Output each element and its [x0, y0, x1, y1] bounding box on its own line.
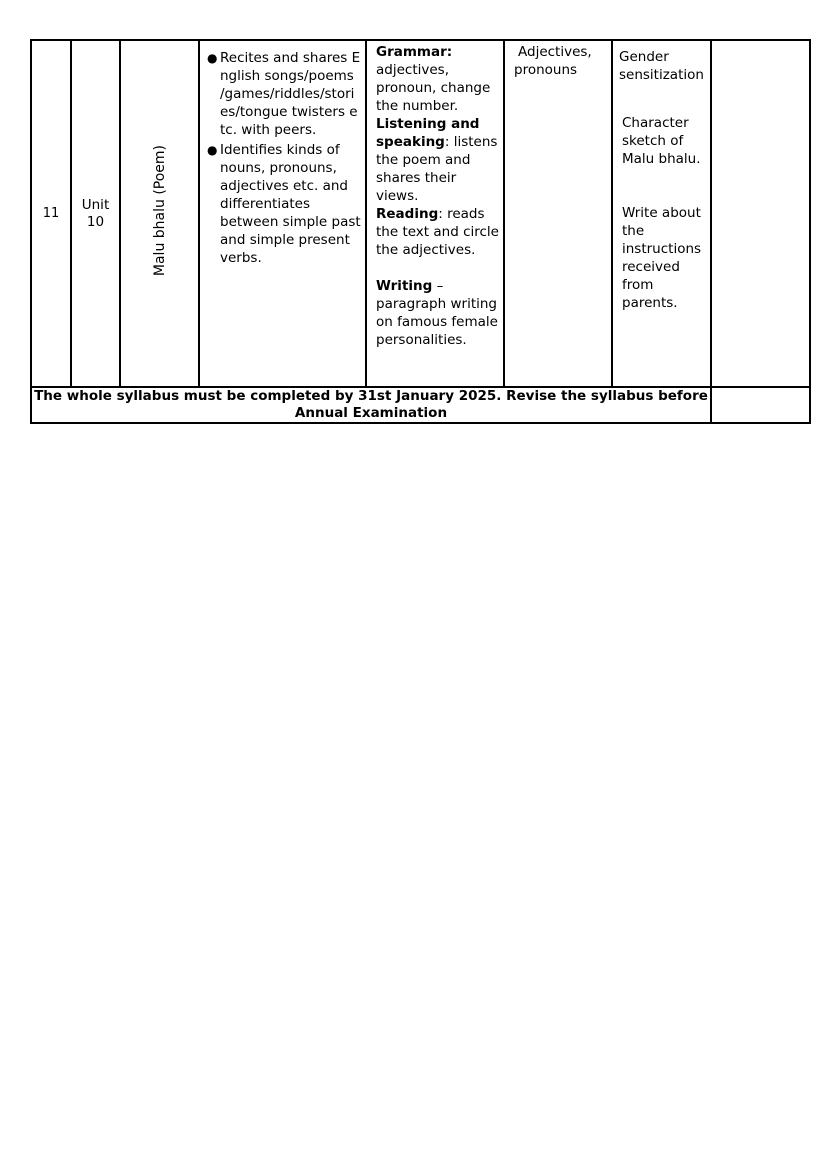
list-item: [207, 141, 361, 267]
listening-text: : listens the poem and shares their views.: [376, 134, 498, 204]
serial-number: 11: [42, 206, 60, 221]
list-item: [207, 49, 361, 139]
reading-label: Reading: [376, 206, 439, 222]
syllabus-table: [30, 39, 811, 424]
listening-label: Listening and speaking: [376, 116, 480, 150]
outcome-text: Recites and shares English songs/poems /games/riddles/stori es/tongue twisters etc. with peers.: [220, 50, 361, 138]
grammar-activity: [376, 43, 499, 115]
reading-activity: [376, 205, 499, 259]
lesson-title-cell: [120, 40, 199, 387]
remarks-cell: [711, 40, 810, 387]
unit-number: 10: [86, 213, 105, 230]
values-task-2: Write about the instructions received from parents.: [622, 205, 702, 311]
concepts-text: Adjectives, pronouns: [514, 44, 592, 78]
grammar-text: adjectives, pronoun, change the number.: [376, 62, 491, 114]
writing-text: – paragraph writing on famous female personalities.: [376, 278, 498, 348]
unit-label: Unit: [81, 196, 110, 213]
footer-note: The whole syllabus must be completed by 31st January 2025. Revise the syllabus before Annual Examination: [34, 388, 708, 421]
values-theme: Gender sensitization: [619, 49, 704, 83]
footer-note-cell: [31, 387, 711, 423]
grammar-label: Grammar:: [376, 44, 453, 60]
activities-cell: [366, 40, 504, 387]
unit-cell: [71, 40, 120, 387]
serial-number-cell: [31, 40, 71, 387]
footer-row: [31, 387, 810, 423]
outcome-text: Identifies kinds of nouns, pronouns, adjectives etc. and differentiates between simple past and simple present verbs.: [220, 142, 361, 266]
concepts-cell: [504, 40, 612, 387]
writing-activity: [376, 277, 499, 349]
bullet-icon: ●: [207, 51, 218, 65]
bullet-icon: ●: [207, 143, 218, 157]
footer-empty-cell: [711, 387, 810, 423]
table-row: [31, 40, 810, 387]
listening-activity: [376, 115, 499, 205]
writing-label: Writing: [376, 278, 433, 294]
learning-outcomes-list: [200, 41, 365, 267]
learning-outcomes-cell: [199, 40, 366, 387]
values-cell: [612, 40, 711, 387]
lesson-title: Malu bhalu (Poem): [151, 145, 168, 277]
values-task-1: Character sketch of Malu bhalu.: [622, 115, 701, 167]
reading-text: : reads the text and circle the adjectives.: [376, 206, 499, 258]
